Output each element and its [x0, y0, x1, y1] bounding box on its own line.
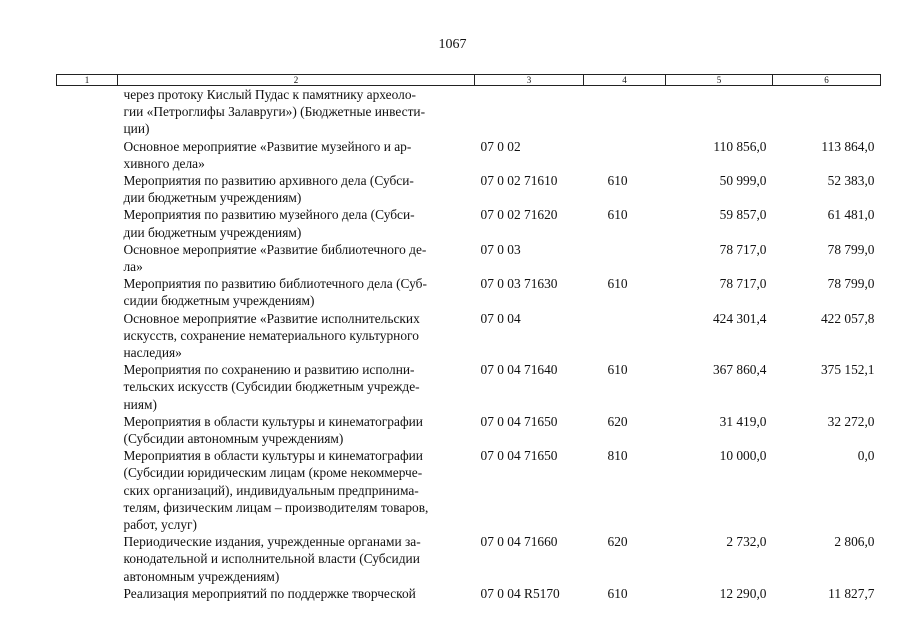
row-amount-year1: 50 999,0: [719, 173, 767, 189]
row-expense-type: 620: [607, 413, 628, 429]
table-row: [57, 413, 881, 447]
description-line: Основное мероприятие «Развитие исполнительских: [123, 310, 420, 326]
description-line: дии бюджетным учреждениям): [123, 190, 302, 206]
row-number-cell: [57, 172, 118, 206]
row-amount-year1: [666, 86, 773, 138]
column-number: 5: [666, 75, 773, 86]
row-amount-year2: 0,0: [857, 448, 875, 464]
row-expense-type: [584, 310, 666, 362]
row-amount-year2: 2 806,0: [834, 534, 875, 550]
row-code: 07 0 03: [480, 241, 521, 257]
row-code: 07 0 04 R5170: [480, 585, 560, 601]
row-description: [118, 206, 475, 240]
table-row: [57, 447, 881, 533]
row-description: [118, 361, 475, 413]
row-amount-year1: 110 856,0: [713, 138, 767, 154]
row-number-cell: [57, 310, 118, 362]
description-line: ских организаций), индивидуальным предпринима-: [123, 482, 419, 498]
row-amount-year1: 424 301,4: [712, 310, 767, 326]
table-row: [57, 172, 881, 206]
column-number: 3: [475, 75, 584, 86]
row-code: 07 0 02 71610: [480, 173, 558, 189]
row-description: [118, 585, 475, 602]
column-number: 6: [773, 75, 881, 86]
row-code: 07 0 04 71650: [480, 448, 558, 464]
row-amount-year1: 367 860,4: [712, 362, 767, 378]
row-expense-type: [584, 86, 666, 138]
row-amount-year1: 10 000,0: [719, 448, 767, 464]
row-expense-type: [584, 241, 666, 275]
description-line: телям, физическим лицам – производителям товаров,: [123, 499, 429, 515]
table-row: [57, 310, 881, 362]
description-line: наследия»: [123, 345, 182, 361]
column-number: 2: [118, 75, 475, 86]
row-description: [118, 413, 475, 447]
description-line: (Субсидии юридическим лицам (кроме некоммерче-: [123, 465, 423, 481]
row-expense-type: 610: [607, 207, 628, 223]
description-line: (Субсидии автономным учреждениям): [123, 431, 344, 447]
description-line: Периодические издания, учрежденные органами за-: [123, 534, 421, 550]
row-number-cell: [57, 206, 118, 240]
row-amount-year1: 78 717,0: [719, 241, 767, 257]
row-code: 07 0 03 71630: [480, 276, 558, 292]
row-description: [118, 138, 475, 172]
row-amount-year2: [773, 86, 881, 138]
row-amount-year2: 78 799,0: [827, 276, 875, 292]
row-number-cell: [57, 413, 118, 447]
description-line: конодательной и исполнительной власти (Субсидии: [123, 551, 420, 567]
description-line: работ, услуг): [123, 517, 197, 533]
row-amount-year1: 31 419,0: [719, 413, 767, 429]
row-description: [118, 275, 475, 309]
row-code: 07 0 04: [480, 310, 521, 326]
column-number: 1: [57, 75, 118, 86]
description-line: хивного дела»: [123, 155, 205, 171]
row-expense-type: 810: [607, 448, 628, 464]
row-amount-year1: 12 290,0: [719, 585, 767, 601]
description-line: Основное мероприятие «Развитие музейного и ар-: [123, 138, 412, 154]
description-line: Мероприятия в области культуры и кинематографии: [123, 413, 423, 429]
description-line: ла»: [123, 259, 143, 275]
row-amount-year2: 52 383,0: [827, 173, 875, 189]
description-line: Мероприятия по развитию архивного дела (Субси-: [123, 173, 414, 189]
row-amount-year2: 113 864,0: [821, 138, 875, 154]
row-number-cell: [57, 447, 118, 533]
table-row: [57, 533, 881, 585]
column-number: 4: [584, 75, 666, 86]
row-number-cell: [57, 241, 118, 275]
row-amount-year2: 61 481,0: [827, 207, 875, 223]
row-number-cell: [57, 86, 118, 138]
table-row: [57, 241, 881, 275]
description-line: Реализация мероприятий по поддержке творческой: [123, 585, 416, 601]
row-amount-year1: 78 717,0: [719, 276, 767, 292]
row-expense-type: 610: [607, 362, 628, 378]
row-number-cell: [57, 585, 118, 602]
row-amount-year2: 11 827,7: [828, 585, 875, 601]
budget-table-body: [57, 86, 881, 603]
description-line: ниям): [123, 396, 157, 412]
table-row: [57, 585, 881, 602]
row-code: 07 0 04 71660: [480, 534, 558, 550]
description-line: гии «Петроглифы Залавруги») (Бюджетные инвести-: [123, 104, 426, 120]
row-number-cell: [57, 533, 118, 585]
description-line: дии бюджетным учреждениям): [123, 224, 302, 240]
row-code: 07 0 02 71620: [480, 207, 558, 223]
row-description: [118, 86, 475, 138]
row-description: [118, 241, 475, 275]
row-description: [118, 310, 475, 362]
row-amount-year2: 375 152,1: [820, 362, 875, 378]
description-line: тельских искусств (Субсидии бюджетным учрежде-: [123, 379, 420, 395]
description-line: автономным учреждениям): [123, 568, 280, 584]
table-row: [57, 275, 881, 309]
row-code: 07 0 02: [480, 138, 521, 154]
description-line: Мероприятия по развитию библиотечного дела (Суб-: [123, 276, 427, 292]
description-line: Мероприятия по развитию музейного дела (Субси-: [123, 207, 415, 223]
row-number-cell: [57, 361, 118, 413]
row-expense-type: [584, 138, 666, 172]
row-description: [118, 447, 475, 533]
table-row: [57, 138, 881, 172]
column-number-row: [57, 75, 881, 86]
row-code: 07 0 04 71650: [480, 413, 558, 429]
row-number-cell: [57, 275, 118, 309]
row-amount-year2: 78 799,0: [827, 241, 875, 257]
row-code: 07 0 04 71640: [480, 362, 558, 378]
row-expense-type: 610: [607, 173, 628, 189]
page-number: 1067: [438, 37, 467, 52]
row-expense-type: 610: [607, 276, 628, 292]
row-amount-year2: 422 057,8: [820, 310, 875, 326]
description-line: Основное мероприятие «Развитие библиотечного де-: [123, 241, 427, 257]
description-line: искусств, сохранение нематериального культурного: [123, 327, 419, 343]
description-line: сидии бюджетным учреждениям): [123, 293, 315, 309]
row-description: [118, 533, 475, 585]
description-line: Мероприятия в области культуры и кинематографии: [123, 448, 423, 464]
table-row: [57, 361, 881, 413]
budget-table: [56, 74, 881, 602]
description-line: ции): [123, 121, 150, 137]
description-line: Мероприятия по сохранению и развитию исполни-: [123, 362, 415, 378]
table-row: [57, 206, 881, 240]
row-amount-year2: 32 272,0: [827, 413, 875, 429]
row-amount-year1: 2 732,0: [726, 534, 767, 550]
row-code: [475, 86, 584, 138]
row-number-cell: [57, 138, 118, 172]
description-line: через протоку Кислый Пудас к памятнику археоло-: [123, 87, 416, 102]
row-description: [118, 172, 475, 206]
row-amount-year1: 59 857,0: [719, 207, 767, 223]
row-expense-type: 620: [607, 534, 628, 550]
table-row: [57, 86, 881, 138]
row-expense-type: 610: [607, 585, 628, 601]
